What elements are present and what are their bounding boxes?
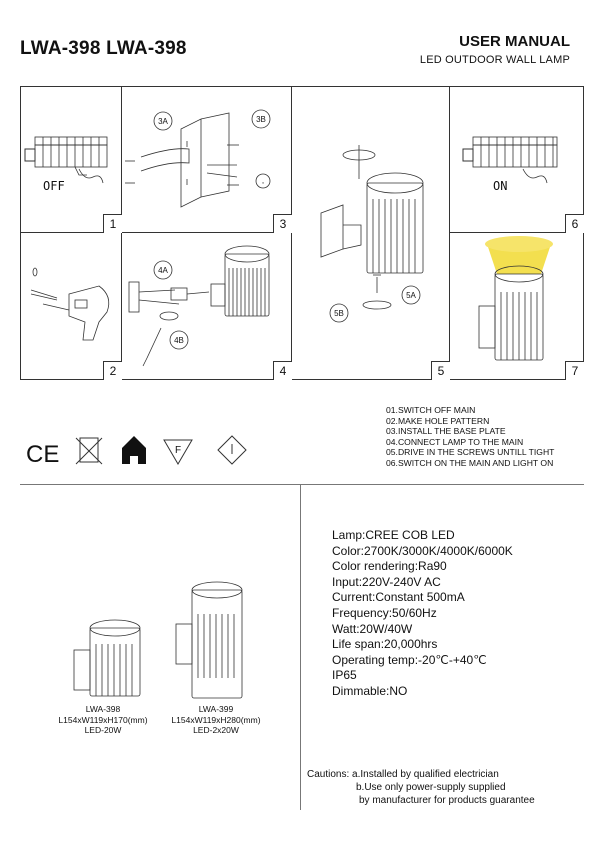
spec-item: Dimmable:NO [332, 683, 408, 698]
cell-number-3: 3 [273, 214, 292, 233]
product-lwa-398-illustration [74, 620, 154, 700]
certification-icons [26, 434, 286, 474]
section-divider [20, 484, 584, 485]
svg-text:◦: ◦ [261, 180, 265, 187]
model-name: LWA-398 [85, 704, 121, 714]
step-item: 04.CONNECT LAMP TO THE MAIN [386, 436, 524, 447]
specifications [332, 528, 513, 700]
connect-lamp-illustration [121, 232, 291, 379]
callout-5a: 5A [406, 291, 416, 300]
manual-title: USER MANUAL [459, 33, 570, 50]
switch-on-label: ON [493, 179, 508, 193]
class-ii-house-icon [122, 436, 146, 464]
product-lwa-399-illustration [176, 582, 256, 700]
cell-number-6: 6 [565, 214, 584, 233]
callout-3a: 3A [158, 117, 168, 126]
spec-item: Color rendering:Ra90 [332, 559, 447, 574]
switch-off-label: OFF [43, 179, 65, 193]
installation-steps [386, 405, 554, 469]
callout-5b: 5B [334, 309, 344, 318]
cell-number-5: 5 [431, 361, 450, 380]
switch-on-illustration [449, 87, 583, 232]
caution-line: by manufacturer for products guarantee [359, 795, 535, 806]
installation-diagram [20, 86, 584, 380]
spec-item: Watt:20W/40W [332, 621, 413, 636]
spec-item: Life span:20,000hrs [332, 637, 438, 652]
product-type: LED OUTDOOR WALL LAMP [419, 54, 570, 66]
model-power: LED-2x20W [193, 725, 239, 735]
spec-item: Input:220V-240V AC [332, 574, 441, 589]
callout-3b: 3B [256, 115, 266, 124]
spec-item: Operating temp:-20℃-+40℃ [332, 652, 487, 667]
screw-lamp-illustration [291, 87, 449, 379]
cell-number-1: 1 [103, 214, 122, 233]
cell-number-4: 4 [273, 361, 292, 380]
spec-item: Color:2700K/3000K/4000K/6000K [332, 543, 513, 558]
spec-item: IP65 [332, 668, 357, 683]
spec-item: Frequency:50/60Hz [332, 605, 437, 620]
caution-line: Cautions: a.Installed by qualified electrician [307, 769, 499, 780]
caution-line: b.Use only power-supply supplied [356, 782, 506, 793]
callout-4b: 4B [174, 336, 184, 345]
spec-item: Current:Constant 500mA [332, 590, 465, 605]
column-divider [300, 485, 301, 810]
step-item: 05.DRIVE IN THE SCREWS UNTILL TIGHT [386, 447, 555, 458]
model-lwa-399-caption [160, 704, 272, 736]
f-mark-label: F [175, 445, 182, 456]
model-title: LWA-398 LWA-398 [20, 38, 187, 59]
base-plate-illustration [121, 87, 291, 232]
model-dimensions: L154xW119xH170(mm) [58, 714, 148, 725]
spec-item: Lamp:CREE COB LED [332, 528, 455, 542]
light-on-illustration [449, 232, 583, 379]
model-dimensions: L154xW119xH280(mm) [171, 714, 261, 725]
cautions [307, 768, 535, 807]
model-lwa-398-caption [48, 704, 158, 736]
warning-diamond-icon [218, 436, 246, 464]
step-item: 06.SWITCH ON THE MAIN AND LIGHT ON [386, 457, 554, 468]
step-item: 03.INSTALL THE BASE PLATE [386, 426, 506, 437]
callout-4a: 4A [158, 266, 168, 275]
cell-number-2: 2 [103, 361, 122, 380]
step-item: 02.MAKE HOLE PATTERN [386, 415, 490, 426]
switch-off-illustration [21, 87, 121, 232]
ce-mark-icon: CE [26, 441, 60, 468]
step-item: 01.SWITCH OFF MAIN [386, 405, 476, 415]
model-name: LWA-399 [198, 704, 234, 714]
weee-bin-icon [76, 438, 102, 464]
cell-number-7: 7 [565, 361, 584, 380]
drill-illustration [21, 232, 121, 379]
model-power: LED-20W [84, 725, 122, 735]
